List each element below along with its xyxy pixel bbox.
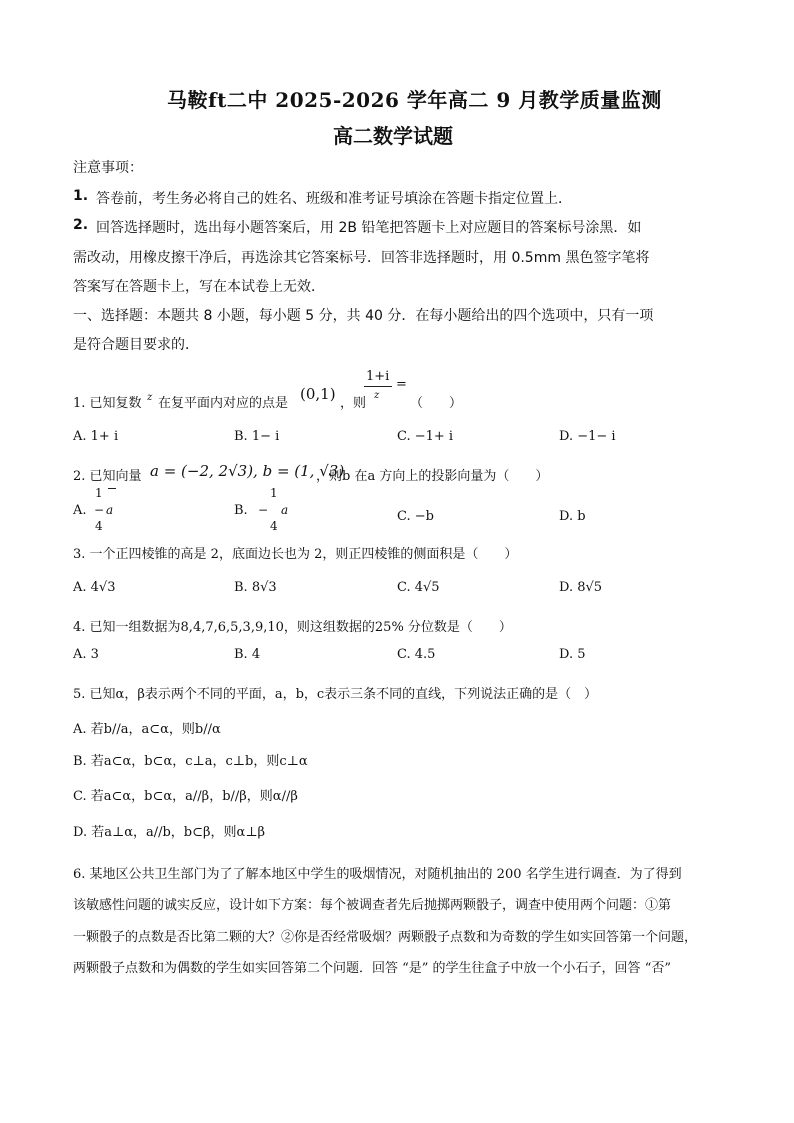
q5-option-c: C. 若a⊂α，b⊂α，a//β，b//β，则α//β	[73, 789, 298, 804]
q5-text: 5. 已知α，β表示两个不同的平面，a，b，c表示三条不同的直线，下列说法正确的是（ ）	[73, 687, 598, 702]
q1-frac-bar	[364, 386, 392, 387]
q6-line2: 该敏感性问题的诚实反应，设计如下方案：每个被调查者先后抛掷两颗骰子，调查中使用两个问题：①第	[73, 898, 672, 913]
q3-option-b: B. 8√3	[234, 580, 277, 595]
q2-option-b-num: 1	[270, 486, 278, 500]
q1-option-d: D. −1− i	[559, 429, 616, 444]
q4-option-b: B. 4	[234, 647, 261, 662]
q2-option-b: B.	[234, 503, 248, 518]
q6-line3: 一颗骰子的点数是否比第二颗的大？②你是否经常吸烟？两颗骰子点数和为奇数的学生如实回答第一个问题，	[73, 930, 698, 945]
q1-z: z	[147, 392, 153, 403]
q1-option-a: A. 1+ i	[73, 429, 119, 444]
q2-option-b-var: a	[281, 503, 289, 517]
q5-option-a: A. 若b//a，a⊂α，则b//α	[73, 722, 221, 737]
q2-option-a: A.	[73, 503, 87, 518]
notice-item2-line1: 回答选择题时，选出每小题答案后，用 2B 铅笔把答题卡上对应题目的答案标号涂黑．如	[96, 220, 642, 236]
q2-option-b-den: 4	[270, 519, 278, 533]
exam-subtitle: 高二数学试题	[333, 124, 453, 148]
q4-option-d: D. 5	[559, 647, 586, 662]
q2-option-b-sign: −	[258, 503, 269, 517]
q3-text: 3. 一个正四棱锥的高是 2，底面边长也为 2，则正四棱锥的侧面积是（ ）	[73, 547, 518, 562]
q6-line4: 两颗骰子点数和为偶数的学生如实回答第二个问题．回答 “是” 的学生往盒子中放一个小石子，回答 “否”	[73, 961, 671, 976]
q4-option-a: A. 3	[73, 647, 99, 662]
q2-option-a-num: 1	[95, 486, 103, 500]
q3-option-d: D. 8√5	[559, 580, 603, 595]
q2-option-c: C. −b	[397, 509, 434, 524]
q1-prefix: 1. 已知复数	[73, 396, 142, 411]
exam-title: 马鞍ft二中 2025-2026 学年高二 9 月教学质量监测	[167, 88, 662, 112]
q6-line1: 6. 某地区公共卫生部门为了了解本地区中学生的吸烟情况，对随机抽出的 200 名学生进行调查．为了得到	[73, 867, 682, 882]
notice-item2-line2: 需改动，用橡皮擦干净后，再选涂其它答案标号．回答非选择题时，用 0.5mm 黑色签字笔将	[73, 250, 650, 266]
q1-mid: 在复平面内对应的点是	[158, 396, 289, 411]
notice-item1-number: 1.	[73, 188, 89, 204]
q2-option-d: D. b	[559, 509, 586, 524]
q2-option-a-bar	[108, 488, 116, 489]
q3-option-a: A. 4√3	[73, 580, 116, 595]
q1-eq: =	[396, 377, 407, 392]
q2-option-a-var: a	[106, 503, 114, 517]
q5-option-d: D. 若a⊥α，a//b，b⊂β，则α⊥β	[73, 825, 266, 840]
q1-paren: （ ）	[410, 396, 463, 411]
notice-item2-line3: 答案写在答题卡上，写在本试卷上无效．	[73, 279, 325, 295]
q2-option-a-den: 4	[95, 519, 103, 533]
q2-option-a-sign: −	[94, 503, 105, 517]
q5-option-b: B. 若a⊂α，b⊂α，c⊥a，c⊥b，则c⊥α	[73, 754, 308, 769]
q2-vectors: a = (−2, 2√3), b = (1, √3)	[150, 462, 345, 480]
notice-item1: 答卷前，考生务必将自己的姓名、班级和准考证号填涂在答题卡指定位置上．	[96, 191, 572, 207]
q1-option-c: C. −1+ i	[397, 429, 454, 444]
q1-point: (0,1)	[300, 385, 336, 403]
q2-suffix: ，则b 在a 方向上的投影向量为（ ）	[316, 469, 549, 484]
section1-line1: 一、选择题：本题共 8 小题，每小题 5 分，共 40 分．在每小题给出的四个选项中，只有一项	[73, 308, 654, 324]
q1-frac-num: 1+i	[366, 369, 390, 384]
notice-item2-number: 2.	[73, 217, 89, 233]
q1-option-b: B. 1− i	[234, 429, 280, 444]
section1-line2: 是符合题目要求的．	[73, 337, 199, 353]
q1-then: ，则	[340, 396, 367, 411]
q1-frac-den: z	[374, 390, 380, 401]
q4-text: 4. 已知一组数据为8,4,7,6,5,3,9,10，则这组数据的25% 分位数是（ ）	[73, 620, 512, 635]
q4-option-c: C. 4.5	[397, 647, 436, 662]
q3-option-c: C. 4√5	[397, 580, 440, 595]
q2-prefix: 2. 已知向量	[73, 469, 142, 484]
notice-heading: 注意事项：	[73, 160, 143, 176]
